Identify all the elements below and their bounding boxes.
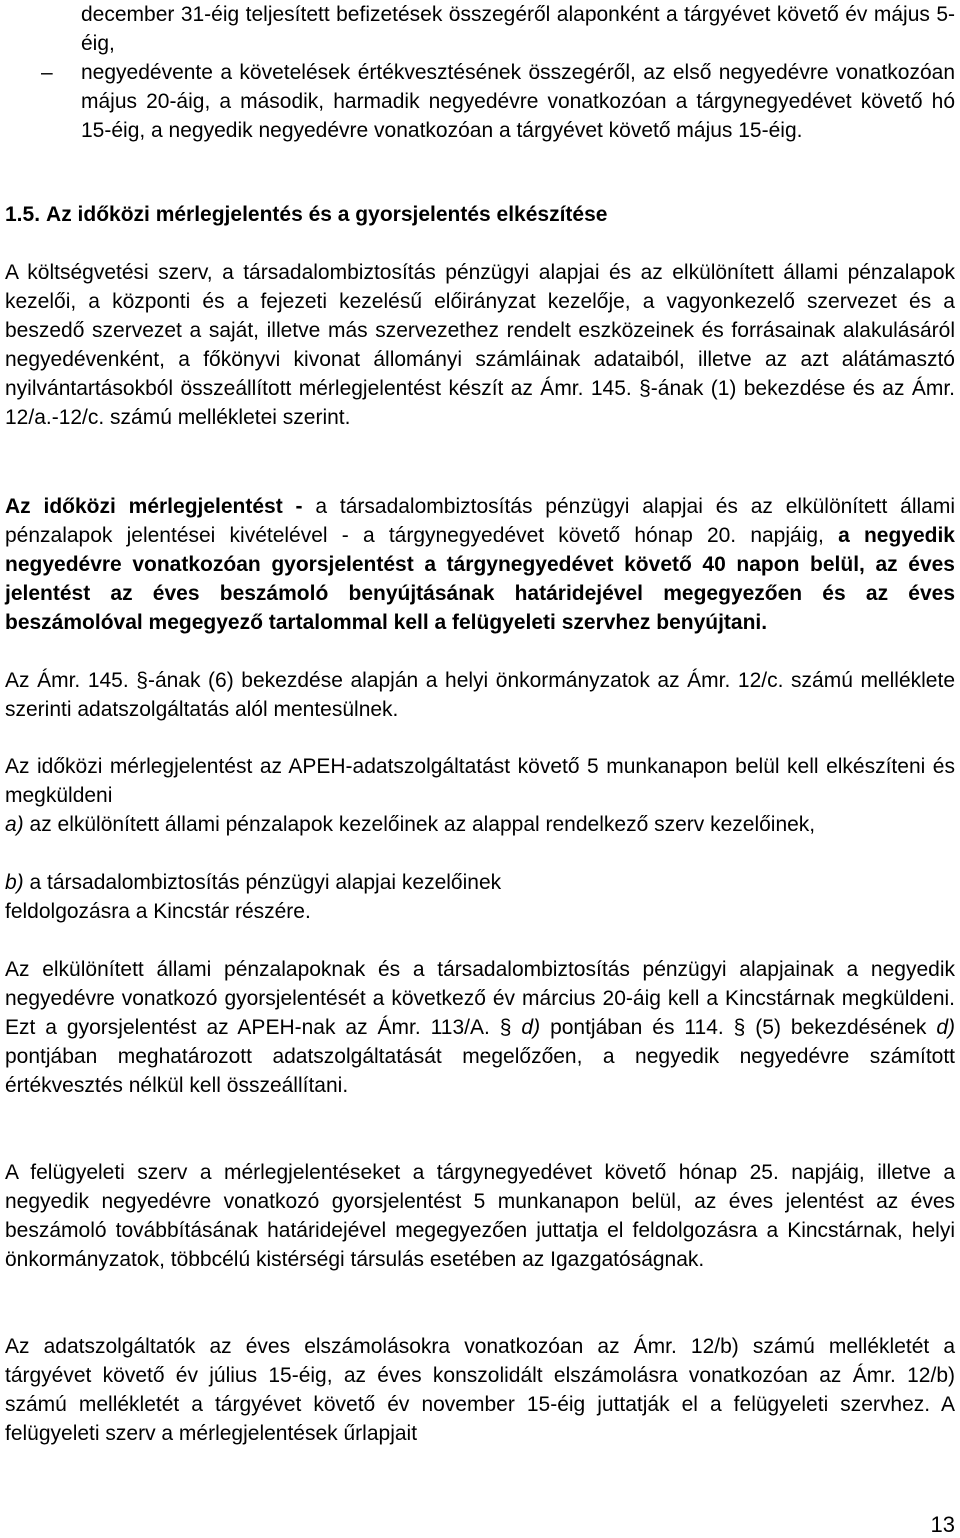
item-b-label: b) bbox=[5, 871, 24, 894]
paragraph-6: Az adatszolgáltatók az éves elszámolásokra vonatkozóan az Ámr. 12/b) számú mellékletét a tárgyévet követő év július 15-éig, az éves konszolidált elszámolásra vonatkozóan az Ámr. 12/b) számú mellékletét a tárgyévet követő év november 15-éig juttatják el a felügyeleti szervhez. A felügyeleti szerv a mérlegjelentések űrlapjait bbox=[5, 1335, 955, 1445]
paragraph-1: A költségvetési szerv, a társadalombiztosítás pénzügyi alapjai és az elkülönített állami pénzalapok kezelői, a központi és a fejezeti kezelésű előirányzat kezelője, a vagyonkezelő szervezet és a beszedő szervezet a saját, illetve más szervezethez rendelt eszközeinek és forrásainak alakulásáról negyedévenként, a főkönyvi kivonat állományi számláinak adataiból, illetve az azt alátámasztó nyilvántartásokból összeállított mérlegjelentést készít az Ámr. 145. §-ának (1) bekezdése és az Ámr. 12/a.-12/c. számú mellékletei szerint. bbox=[5, 261, 955, 429]
paragraph-4-text-2: pontjában és 114. § (5) bekezdésének bbox=[540, 1016, 937, 1039]
paragraph-4-text-1: Az elkülönített állami pénzalapoknak és a társadalombiztosítás pénzügyi alapjainak a negyedik negyedévre vonatkozó gyorsjelentését a következő év március 20-áig kell a Kincstárnak megküldeni. Ezt a gyorsjelentést az APEH-nak az Ámr. 113/A. § bbox=[5, 958, 955, 1039]
paragraph-2-bold-deadline: a negyedik negyedévre vonatkozóan gyorsjelentést a tárgynegyedévet követő 40 napon belül, az éves jelentést az éves beszámoló benyújtásának határidejével megegyezően és az éves beszámolóval megegyező tartalommal kell a felügyeleti szervhez benyújtani. bbox=[5, 524, 955, 634]
item-a-text: az elkülönített állami pénzalapok kezelőinek az alappal rendelkező szerv kezelőinek, bbox=[23, 813, 816, 836]
paragraph-4 bbox=[5, 955, 955, 1100]
list-item-text: negyedévente a követelések értékvesztésének összegéről, az első negyedévre vonatkozóan május 20-áig, a második, harmadik negyedévre vonatkozóan a tárgynegyedévet követő hó 15-éig, a negyedik negyedévre vonatkozóan a tárgyévet követő május 15-éig. bbox=[81, 61, 955, 142]
paragraph-4-italic-2: d) bbox=[936, 1016, 955, 1039]
paragraph-4-text-3: pontjában meghatározott adatszolgáltatását megelőzően, a negyedik negyedévre számított értékvesztés nélkül kell összeállítani. bbox=[5, 1045, 955, 1097]
paragraph-2 bbox=[5, 492, 955, 637]
list-item-continuation: december 31-éig teljesített befizetések összegéről alaponként a tárgyévet követő év május 5-éig, bbox=[81, 3, 955, 55]
paragraph-3-item-a bbox=[5, 810, 955, 839]
paragraph-2-text: a társadalombiztosítás pénzügyi alapjai és az elkülönített állami pénzalapok jelentései kivételével - a tárgynegyedévet követő hónap 20. napjáig, bbox=[5, 495, 955, 547]
paragraph-3-last: feldolgozásra a Kincstár részére. bbox=[5, 900, 311, 923]
item-a-label: a) bbox=[5, 813, 24, 836]
section-number: 1.5. bbox=[5, 203, 41, 226]
section-heading bbox=[5, 200, 955, 229]
paragraph-3-intro: Az időközi mérlegjelentést az APEH-adatszolgáltatást követő 5 munkanapon belül kell elkészíteni és megküldeni bbox=[5, 755, 955, 807]
paragraph-2-exemption: Az Ámr. 145. §-ának (6) bekezdése alapján a helyi önkormányzatok az Ámr. 12/c. számú melléklete szerinti adatszolgáltatás alól mentesülnek. bbox=[5, 669, 955, 721]
dash-bullet: – bbox=[41, 61, 53, 84]
paragraph-4-italic-1: d) bbox=[521, 1016, 541, 1039]
paragraph-3-item-b bbox=[5, 868, 955, 897]
paragraph-5: A felügyeleti szerv a mérlegjelentéseket a tárgynegyedévet követő hónap 25. napjáig, illetve a negyedik negyedévre vonatkozó gyorsjelentést 5 munkanapon belül, az éves jelentést az éves beszámoló továbbításának határidejével megegyezően juttatja el feldolgozásra a Kincstárnak, helyi önkormányzatok, többcélú kistérségi társulás esetében az Igazgatóságnak. bbox=[5, 1161, 955, 1271]
paragraph-2-bold-lead: Az időközi mérlegjelentést - bbox=[5, 495, 303, 518]
list-item-dash bbox=[5, 58, 955, 145]
section-title: Az időközi mérlegjelentés és a gyorsjelentés elkészítése bbox=[46, 203, 608, 226]
item-b-text: a társadalombiztosítás pénzügyi alapjai kezelőinek bbox=[23, 871, 502, 894]
page-number: 13 bbox=[930, 1512, 955, 1537]
